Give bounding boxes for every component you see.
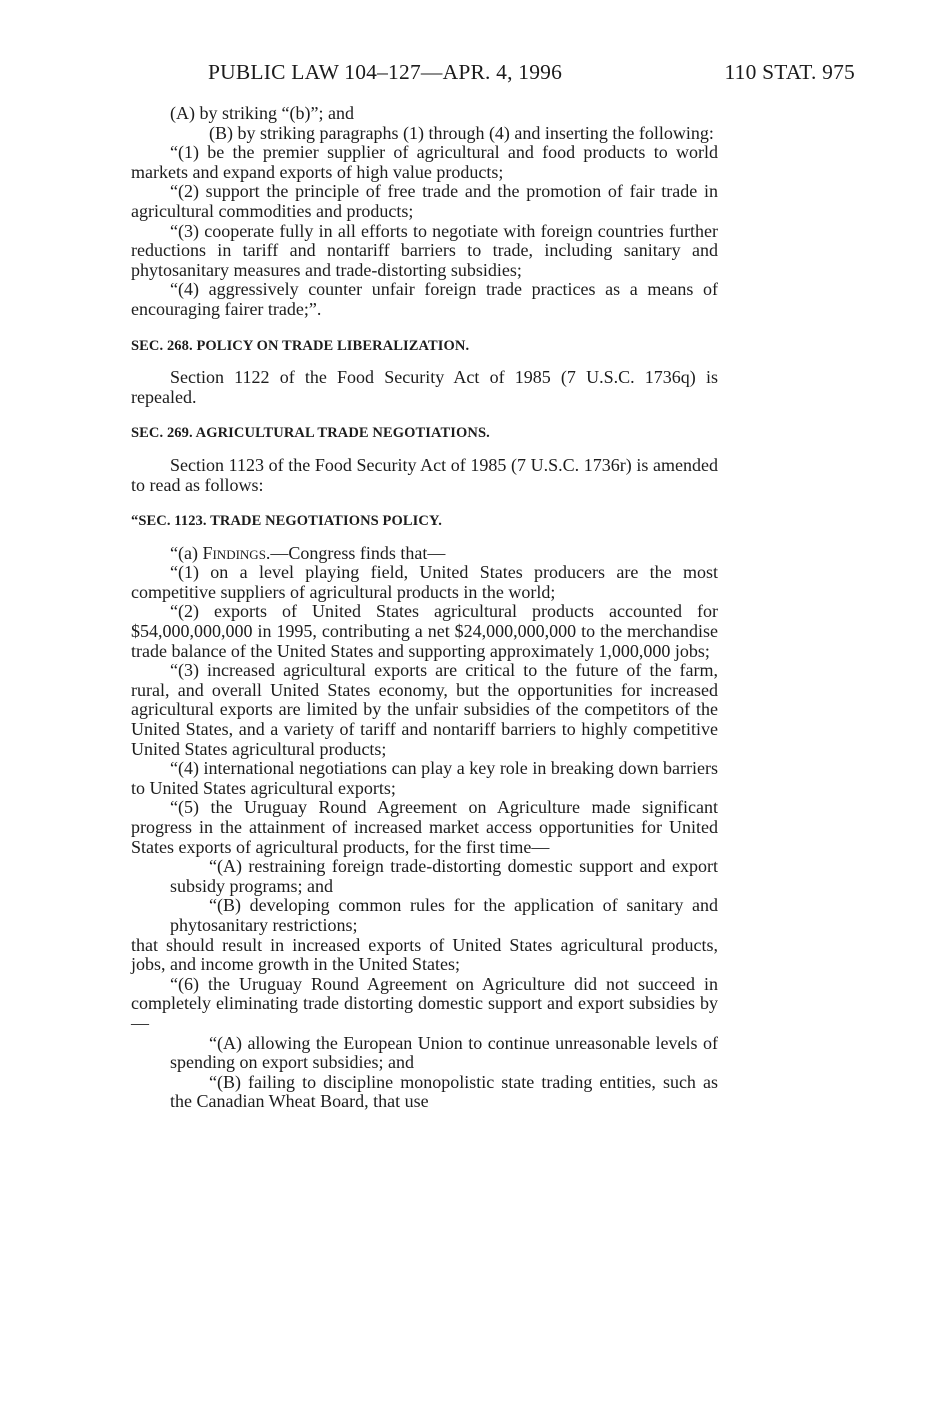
inserted-paragraph-4: “(4) aggressively counter unfair foreign trade practices as a means of encouraging fairer trade;”.	[131, 279, 718, 319]
finding-5-b: “(B) developing common rules for the application of sanitary and phytosanitary restrictions;	[170, 895, 718, 935]
finding-5: “(5) the Uruguay Round Agreement on Agriculture made significant progress in the attainment of increased market access opportunities for United States exports of agricultural products, for the first time—	[131, 797, 718, 857]
section-1123-heading: “SEC. 1123. TRADE NEGOTIATIONS POLICY.	[131, 513, 442, 530]
finding-3: “(3) increased agricultural exports are critical to the future of the farm, rural, and overall United States economy, but the opportunities for increased agricultural exports are limited by the unfair subsidies of the competitors of the United States, and a variety of tariff and nontariff barriers to highly competitive United States agricultural products;	[131, 660, 718, 759]
document-body	[131, 104, 718, 1112]
finding-2: “(2) exports of United States agricultural products accounted for $54,000,000,000 in 1995, contributing a net $24,000,000,000 to the merchandise trade balance of the United States and supporting approximately 1,000,000 jobs;	[131, 601, 718, 661]
finding-6: “(6) the Uruguay Round Agreement on Agriculture did not succeed in completely eliminating trade distorting domestic support and export subsidies by—	[131, 973, 718, 1033]
amendment-a: (A) by striking “(b)”; and	[170, 103, 354, 123]
amendment-b-text: (B) by striking paragraphs (1) through (4) and inserting the following:	[209, 122, 714, 143]
finding-5-tail: that should result in increased exports of United States agricultural products, jobs, and income growth in the United States;	[131, 934, 718, 975]
finding-6-a: “(A) allowing the European Union to continue unreasonable levels of spending on export subsidies; and	[170, 1032, 718, 1073]
finding-4: “(4) international negotiations can play a key role in breaking down barriers to United States agricultural exports;	[131, 758, 718, 798]
stat-page-number: 110 STAT. 975	[724, 60, 855, 84]
findings-prefix: “(a)	[170, 542, 203, 563]
findings-label: Findings	[202, 542, 266, 563]
running-header-title: PUBLIC LAW 104–127—APR. 4, 1996	[208, 60, 563, 84]
finding-1: “(1) on a level playing field, United States producers are the most competitive suppliers of agricultural products in the world;	[131, 562, 718, 602]
finding-6-b: “(B) failing to discipline monopolistic state trading entities, such as the Canadian Wheat Board, that use	[170, 1071, 718, 1112]
inserted-paragraph-1: “(1) be the premier supplier of agricultural and food products to world markets and expand exports of high value products;	[131, 142, 718, 182]
inserted-paragraph-2: “(2) support the principle of free trade and the promotion of fair trade in agricultural commodities and products;	[131, 181, 718, 221]
section-269-heading: SEC. 269. AGRICULTURAL TRADE NEGOTIATIONS.	[131, 425, 490, 442]
section-268-text: Section 1122 of the Food Security Act of 1985 (7 U.S.C. 1736q) is repealed.	[131, 367, 718, 407]
amendment-b	[131, 124, 718, 144]
finding-5-a: “(A) restraining foreign trade-distorting domestic support and export subsidy programs; and	[170, 856, 718, 896]
inserted-paragraph-3: “(3) cooperate fully in all efforts to negotiate with foreign countries further reductions in tariff and nontariff barriers to trade, including sanitary and phytosanitary measures and trade-distorting subsidies;	[131, 220, 718, 280]
findings-rest: .—Congress finds that—	[265, 542, 446, 563]
section-268-heading: SEC. 268. POLICY ON TRADE LIBERALIZATION.	[131, 337, 470, 354]
section-269-text: Section 1123 of the Food Security Act of 1985 (7 U.S.C. 1736r) is amended to read as follows:	[131, 454, 718, 495]
findings-intro	[131, 544, 718, 564]
